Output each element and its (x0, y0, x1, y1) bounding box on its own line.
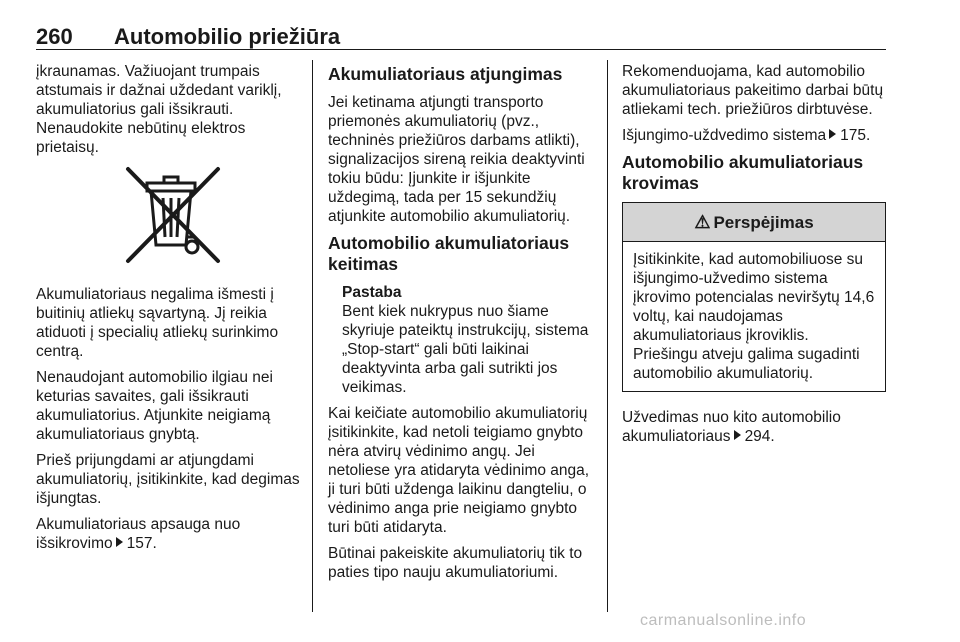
warning-box (622, 202, 886, 392)
warning-header (623, 203, 885, 242)
page-reference-link[interactable]: 175. (840, 127, 871, 144)
warning-triangle-icon: ⚠ (694, 212, 711, 232)
watermark: carmanualsonline.info (640, 612, 807, 629)
column-left (36, 62, 300, 560)
paragraph-with-ref (36, 515, 300, 553)
header-divider (36, 49, 886, 50)
paragraph: Rekomenduojama, kad automobilio akumuliatoriaus pakeitimo darbai būtų atliekami tech. priežiūros dirbtuvėse. (622, 63, 884, 118)
paragraph-text: Išjungimo-uždvedimo sistema (622, 127, 827, 144)
page-reference-arrow-icon (734, 430, 741, 440)
paragraph: Prieš prijungdami ar atjungdami akumuliatorių, įsitikinkite, kad degimas išjungtas. (36, 452, 300, 507)
paragraph-text: Akumuliatoriaus apsauga nuo išsikrovimo (36, 516, 241, 552)
section-heading: Automobilio akumuliatoriaus keitimas (328, 233, 570, 274)
section-heading: Automobilio akumuliatoriaus krovimas (622, 152, 864, 193)
column-right (622, 62, 886, 453)
page-number: 260 (36, 24, 73, 49)
page-title: Automobilio priežiūra (114, 24, 341, 49)
paragraph-text: Užvedimas nuo kito automobilio akumuliatoriaus (622, 409, 841, 445)
paragraph: Akumuliatoriaus negalima išmesti į buitinių atliekų sąvartyną. Jį reikia atiduoti į specialių atliekų surinkimo centrą. (36, 286, 279, 360)
column-middle (328, 62, 593, 589)
column-divider (312, 60, 313, 612)
paragraph: Nenaudojant automobilio ilgiau nei keturias savaites, gali išsikrauti akumuliatorius. Atjunkite neigiamą akumuliatoriaus gnybtą. (36, 369, 273, 443)
warning-text: Priešingu atveju galima sugadinti automobilio akumuliatorių. (633, 346, 860, 382)
note-heading: Pastaba (342, 284, 402, 301)
column-divider (607, 60, 608, 612)
warning-text: Įsitikinkite, kad automobiliuose su išjungimo-užvedimo sistema įkrovimo potencialas neviršytų 14,6 voltų, kai naudojamas akumuliatoriaus įkroviklis. (633, 251, 875, 344)
warning-heading: Perspėjimas (713, 213, 814, 232)
page-reference-arrow-icon (829, 129, 836, 139)
paragraph: įkraunamas. Važiuojant trumpais atstumais ir dažnai uždedant variklį, akumuliatorius gali išsikrauti. Nenaudokite nebūtinų elektros prietaisų. (36, 63, 282, 156)
paragraph-with-ref (622, 126, 886, 145)
paragraph-with-ref (622, 408, 886, 446)
paragraph: Jei ketinama atjungti transporto priemonės akumuliatorių (pvz., techninės priežiūros darbams atlikti), signalizacijos sireną reikia deaktyvinti tokiu būdu: Įjunkite ir išjunkite uždegimą, tada per 15 sekundžių atjunkite automobilio akumuliatorių. (328, 94, 585, 225)
crossed-out-wheelie-bin-icon (120, 165, 230, 273)
section-heading: Akumuliatoriaus atjungimas (328, 64, 563, 84)
warning-body (623, 242, 885, 391)
page-reference-link[interactable]: 157. (126, 535, 157, 552)
note-text: Bent kiek nukrypus nuo šiame skyriuje pateiktų instrukcijų, sistema „Stop-start“ gali būti laikinai deaktyvinta arba gali sutrikti jos veikimas. (342, 303, 589, 396)
paragraph: Būtinai pakeiskite akumuliatorių tik to paties tipo nauju akumuliatoriumi. (328, 545, 583, 581)
paragraph: Kai keičiate automobilio akumuliatorių įsitikinkite, kad netoli teigiamo gnybto nėra atvirų vėdinimo angų. Jei netoliese yra atidaryta vėdinimo anga, ji turi būti uždenga laikinu dangteliu, o vėdinimo anga prie neigiamo gnybto turi būti atidaryta. (328, 405, 590, 536)
page-reference-link[interactable]: 294. (744, 428, 775, 445)
page-reference-arrow-icon (116, 537, 123, 547)
note-block (342, 283, 593, 397)
